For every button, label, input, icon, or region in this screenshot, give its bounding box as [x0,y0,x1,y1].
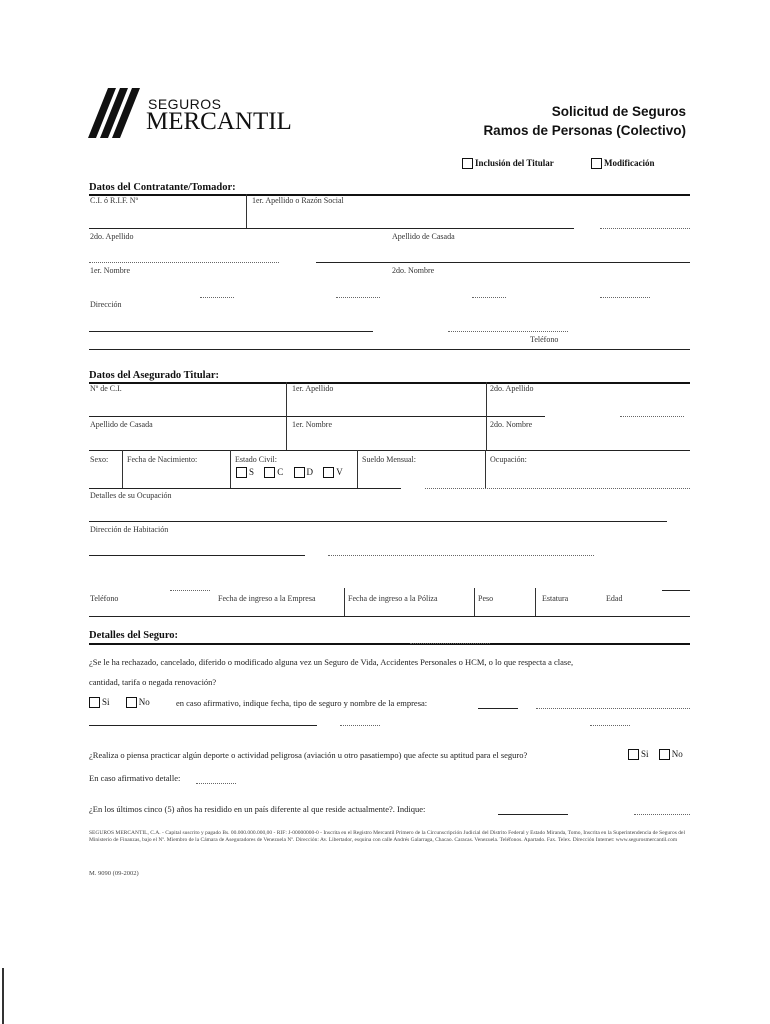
dotted-rule [196,783,236,784]
form-subtitle: Ramos de Personas (Colectivo) [483,123,686,138]
label-ci-asegurado: Nº de C.I. [90,384,122,393]
contratante-section-title: Datos del Contratante/Tomador: [89,182,236,193]
q1-si-checkbox[interactable] [89,697,100,708]
asegurado-top-rule [89,382,690,384]
divider [122,450,123,488]
estado-v-label: V [336,467,343,477]
estado-d-label: D [306,467,314,477]
ci-asegurado-input[interactable] [90,398,280,410]
dotted-rule [425,488,690,489]
label-sueldo: Sueldo Mensual: [362,455,416,464]
primer-apellido-input[interactable] [292,398,482,410]
label-segundo-nombre-aseg: 2do. Nombre [490,420,533,429]
q1-no-label: No [138,697,150,707]
seguro-top-rule [89,643,690,645]
label-ocupacion: Ocupación: [490,455,527,464]
segundo-apellido-input[interactable] [90,246,370,258]
dotted-rule [336,297,380,298]
contratante-top-rule [89,194,690,196]
estado-v-checkbox[interactable] [323,467,334,478]
dotted-rule [410,643,490,644]
inclusion-checkbox[interactable] [462,158,473,169]
estado-s-label: S [249,467,255,477]
rule [89,416,545,417]
rule [89,488,401,489]
rule [89,616,690,617]
divider [357,450,358,488]
rule [89,450,690,451]
q2-options [628,749,683,760]
label-estatura: Estatura [542,594,569,603]
sueldo-input[interactable] [362,470,472,482]
q2-no-checkbox[interactable] [659,749,670,760]
direccion-input[interactable] [90,314,670,326]
estado-civil-options [236,467,343,478]
detalles-ocupacion-input[interactable] [90,504,660,516]
option-modificacion[interactable] [591,158,655,169]
divider [474,588,475,616]
form-title: Solicitud de Seguros [551,104,686,119]
dotted-rule [600,297,650,298]
dotted-rule [634,814,690,815]
label-direccion: Dirección [90,300,122,309]
asegurado-section-title: Datos del Asegurado Titular: [89,370,219,381]
seguro-section-title: Detalles del Seguro: [89,630,179,641]
divider [230,450,231,488]
label-fecha-nacimiento: Fecha de Nacimiento: [127,455,198,464]
primer-nombre-input[interactable] [90,280,370,292]
label-apellido-casada: Apellido de Casada [392,232,455,241]
rule [662,590,690,591]
dotted-rule [536,708,690,709]
label-apellido-casada-aseg: Apellido de Casada [90,420,153,429]
divider [535,588,536,616]
apellido-casada-aseg-input[interactable] [90,434,280,446]
dotted-rule [170,590,210,591]
segundo-nombre-input[interactable] [392,280,682,292]
label-direccion-habitacion: Dirección de Habitación [90,525,169,534]
ci-rif-input[interactable] [90,210,240,222]
label-fecha-ingreso-empresa: Fecha de ingreso a la Empresa [218,594,316,603]
form-code: M. 9090 (09-2002) [89,870,139,877]
rule [89,521,667,522]
divider [486,382,487,416]
rule [89,555,305,556]
scan-edge-mark [2,968,4,1024]
question-1-line-1: ¿Se le ha rechazado, cancelado, diferido o modificado alguna vez un Seguro de Vida, Accidentes Personales o HCM, o lo que respecta a clase, [89,657,574,667]
dotted-rule [200,297,234,298]
rule [478,708,518,709]
rule [89,228,574,229]
label-edad: Edad [606,594,623,603]
dotted-rule [89,262,279,263]
question-1-detail: en caso afirmativo, indique fecha, tipo de seguro y nombre de la empresa: [176,698,428,708]
label-primer-nombre: 1er. Nombre [90,266,130,275]
dotted-rule [600,228,690,229]
dotted-rule [448,331,568,332]
divider [485,450,486,488]
q1-options [89,697,150,708]
option-inclusion[interactable] [462,158,554,169]
label-ci-rif: C.I. ó R.I.F. Nº [90,196,139,205]
label-detalles-ocupacion: Detalles de su Ocupación [90,491,172,500]
q2-no-label: No [671,749,683,759]
q1-no-checkbox[interactable] [126,697,137,708]
label-sexo: Sexo: [90,455,109,464]
segundo-nombre-aseg-input[interactable] [490,434,680,446]
divider [286,416,287,450]
label-segundo-apellido: 2do. Apellido [90,232,134,241]
dotted-rule [590,725,630,726]
label-fecha-ingreso-poliza: Fecha de ingreso a la Póliza [348,594,438,603]
label-apellido-razon: 1er. Apellido o Razón Social [252,196,344,205]
rule [498,814,568,815]
question-3: ¿En los últimos cinco (5) años ha residido en un país diferente al que reside actualmente?. Indique: [89,804,426,814]
label-telefono-contratante: Teléfono [530,335,559,344]
divider [286,382,287,416]
question-2: ¿Realiza o piensa practicar algún deporte o actividad peligrosa (aviación u otro pasatiempo) que afecte su aptitud para el seguro? [89,750,528,760]
modificacion-label: Modificación [604,158,655,168]
primer-nombre-aseg-input[interactable] [292,434,482,446]
q2-si-label: Si [641,749,649,759]
label-primer-nombre-aseg: 1er. Nombre [292,420,332,429]
label-primer-apellido: 1er. Apellido [292,384,334,393]
direccion-habitacion-input[interactable] [90,538,660,550]
telefono-contratante-input[interactable] [570,333,680,345]
divider [344,588,345,616]
estado-s-checkbox[interactable] [236,467,247,478]
legal-footer: SEGUROS MERCANTIL, C.A. - Capital suscrito y pagado Bs. 00.000.000.000,00 - RIF: J-00000000-0 - Inscrita en el Registro Mercantil Primero de la Circunscripción Judicial del Distrito Federal y Estado Miranda, Tomo, Inscrita en la Superintendencia de Seguros del Ministerio de Finanzas, bajo el Nº. Miembro de la Cámara de Aseguradores de Venezuela Nº. Dirección: Av. Libertador, esquina con calle Andrés Galarraga, Chacao. Caracas. Venezuela. Teléfonos. Apartado. Fax. Telex. Dirección Internet: www.segurosmercantil.com [89,830,686,843]
divider [486,416,487,450]
logo-slash-icon [86,88,144,140]
divider [246,194,247,228]
label-segundo-apellido-aseg: 2do. Apellido [490,384,534,393]
q1-si-label: Si [102,697,110,707]
inclusion-label: Inclusión del Titular [475,158,554,168]
label-segundo-nombre: 2do. Nombre [392,266,435,275]
company-logo [86,88,296,138]
apellido-razon-input[interactable] [252,210,572,222]
question-1-line-2: cantidad, tarifa o negada renovación? [89,677,217,687]
dotted-rule [340,725,380,726]
rule [89,349,690,350]
label-telefono-asegurado: Teléfono [90,594,119,603]
ocupacion-input[interactable] [490,470,680,482]
estado-c-label: C [277,467,284,477]
dotted-rule [472,297,506,298]
rule [89,725,317,726]
dotted-rule [620,416,684,417]
dotted-rule [328,555,594,556]
rule [89,331,373,332]
apellido-casada-input[interactable] [392,246,682,258]
modificacion-checkbox[interactable] [591,158,602,169]
logo-mercantil: MERCANTIL [146,108,292,135]
estado-d-checkbox[interactable] [294,467,305,478]
segundo-apellido-aseg-input[interactable] [490,398,680,410]
rule [316,262,690,263]
q2-si-checkbox[interactable] [628,749,639,760]
logo-seguros: SEGUROS [148,96,222,112]
estado-c-checkbox[interactable] [264,467,275,478]
question-2-detail: En caso afirmativo detalle: [89,773,181,783]
label-peso: Peso [478,594,494,603]
label-estado-civil: Estado Civil: [235,455,277,464]
